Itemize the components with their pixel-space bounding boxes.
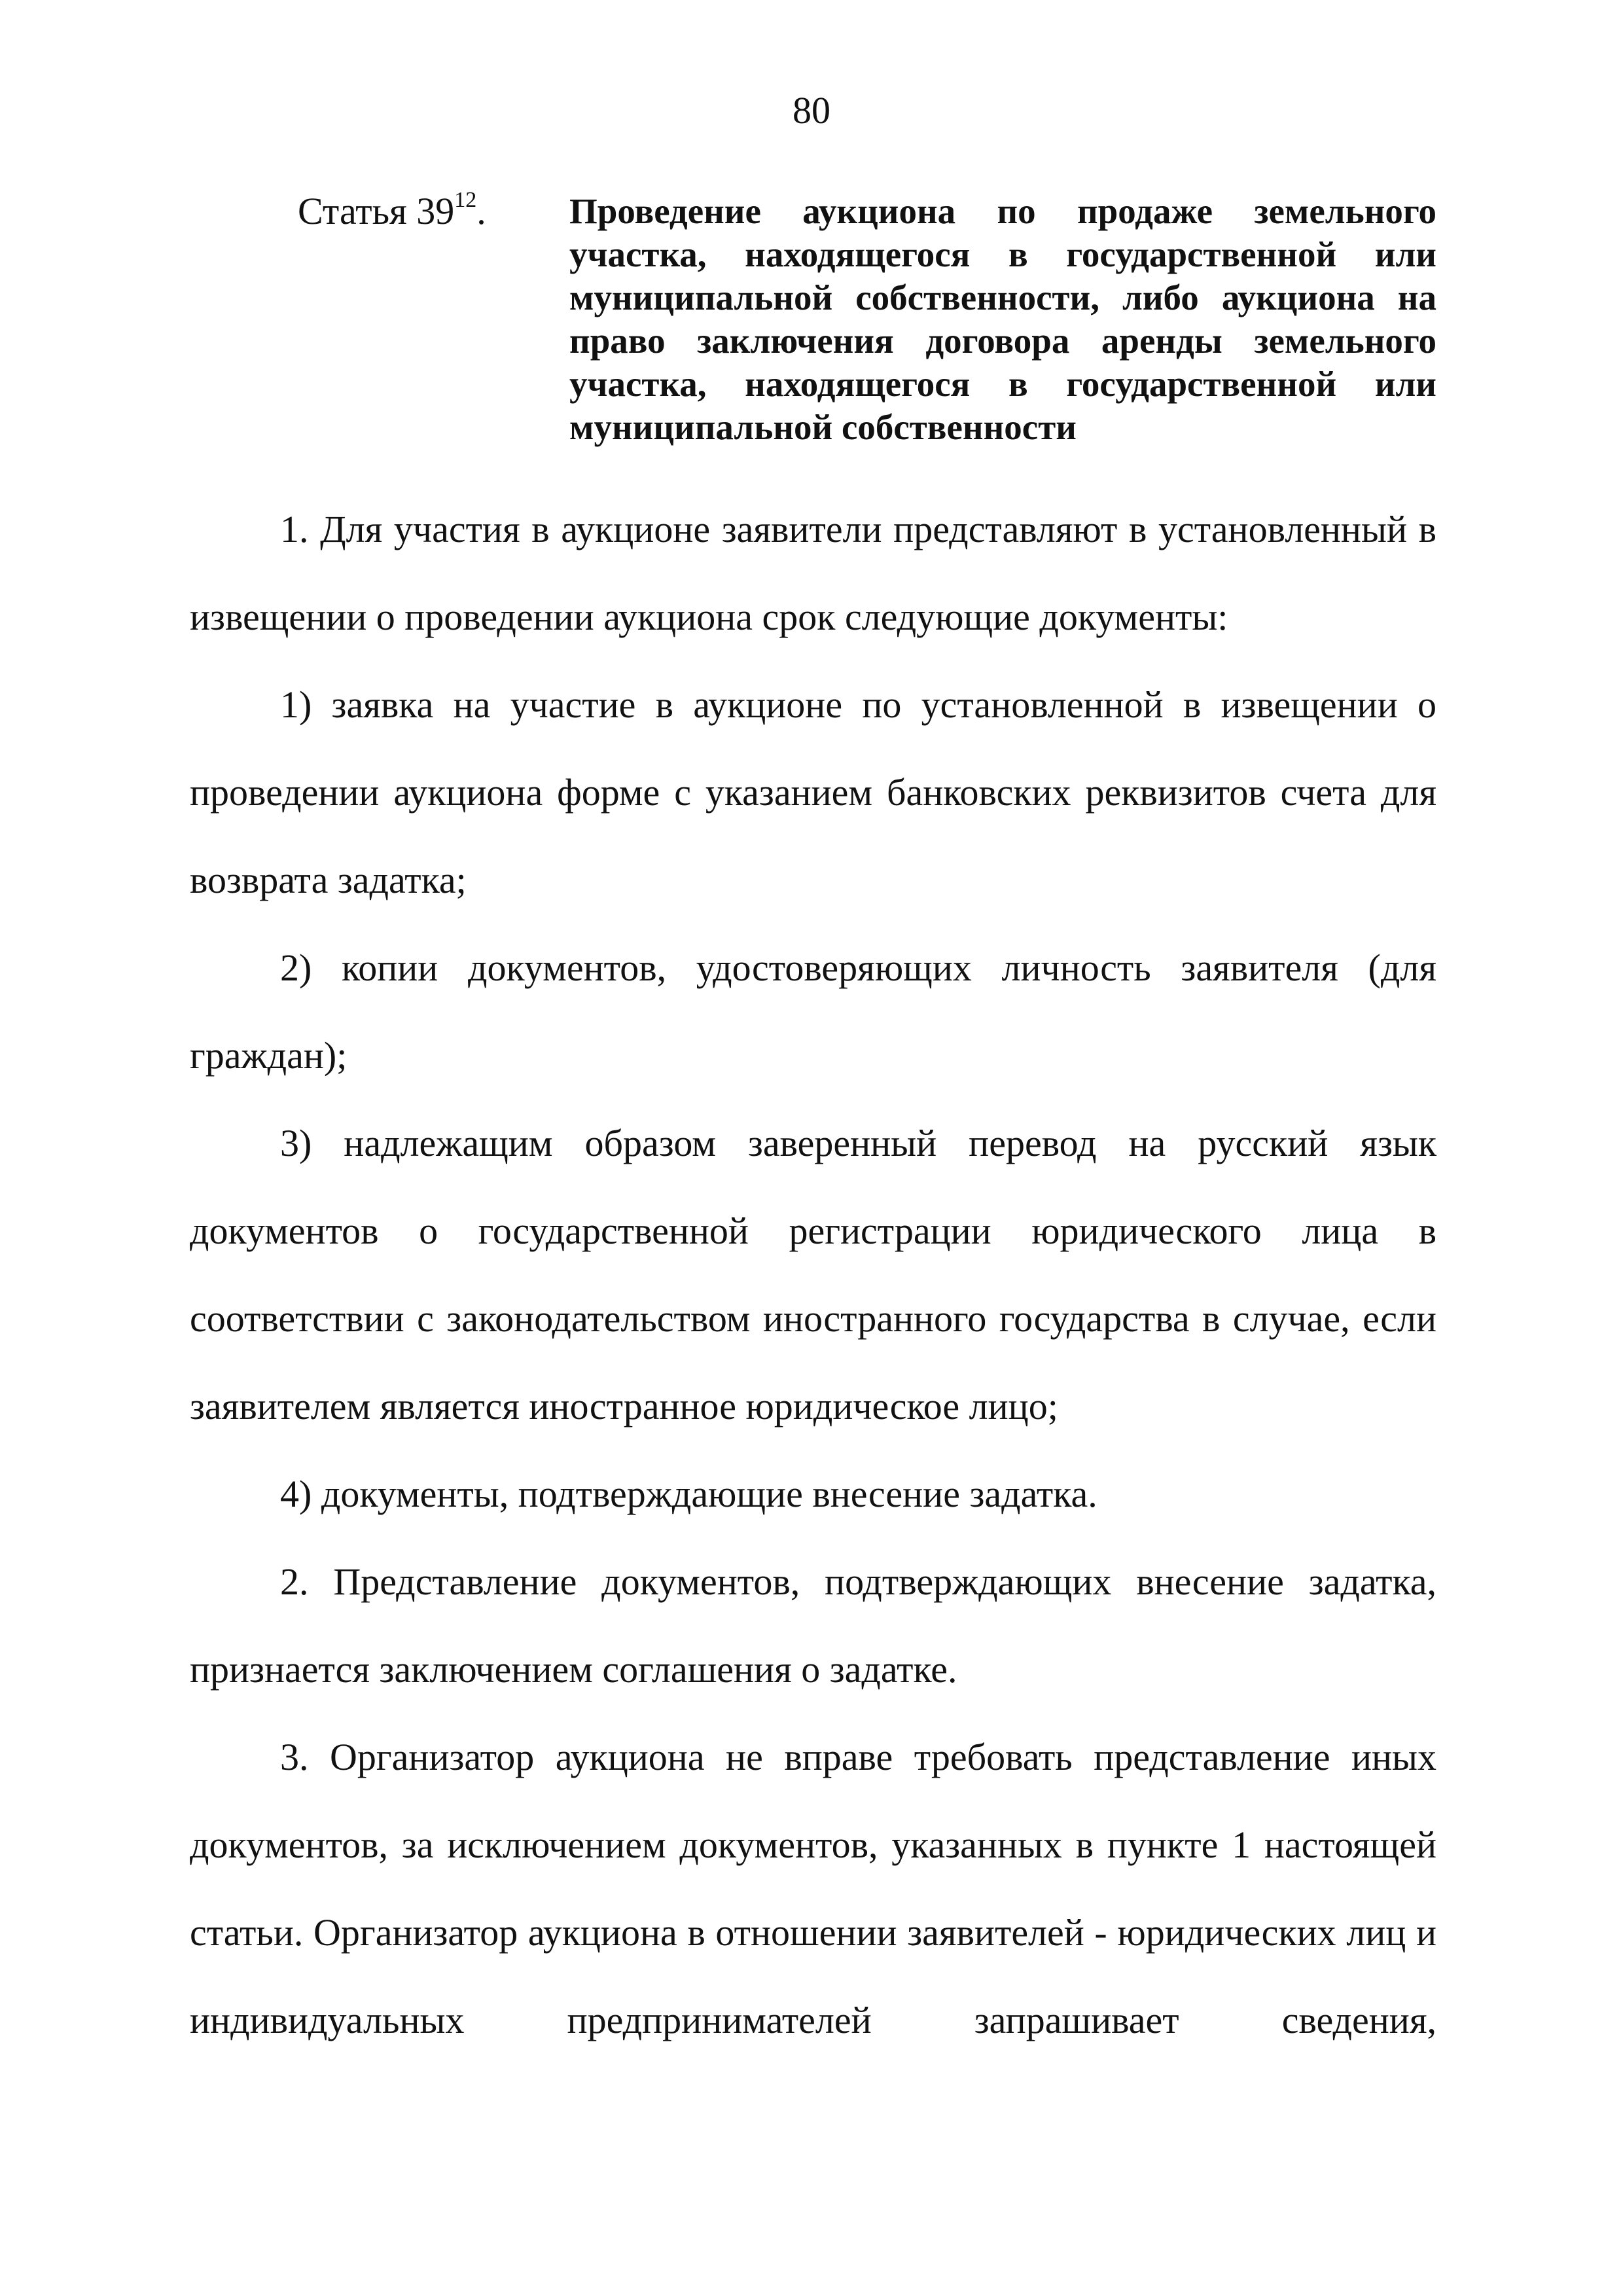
paragraph: 3. Организатор аукциона не вправе требовать представление иных документов, за исключением документов, указанных в пункте 1 настоящей статьи. Организатор аукциона в отношении заявителей - юридических лиц и индивидуальных предпринимателей запрашивает сведения, xyxy=(190,1736,1436,2041)
article-label xyxy=(298,190,486,233)
paragraph: 1) заявка на участие в аукционе по установленной в извещении о проведении аукциона форме с указанием банковских реквизитов счета для возврата задатка; xyxy=(190,683,1436,901)
paragraph: 1. Для участия в аукционе заявители представляют в установленный в извещении о проведении аукциона срок следующие документы: xyxy=(190,508,1436,638)
paragraph: 3) надлежащим образом заверенный перевод на русский язык документов о государственной регистрации юридического лица в соответствии с законодательством иностранного государства в случае, если заявителем является иностранное юридическое лицо; xyxy=(190,1122,1436,1427)
paragraph: 2. Представление документов, подтверждающих внесение задатка, признается заключением соглашения о задатке. xyxy=(190,1560,1436,1691)
article-label-tail: . xyxy=(476,190,486,232)
article-label-text: Статья 39 xyxy=(298,190,455,232)
article-body xyxy=(190,486,1436,2064)
article-title: Проведение аукциона по продаже земельного участка, находящегося в государственной или муниципальной собственности, либо аукциона на право заключения договора аренды земельного участка, находящегося в государственной или муниципальной собственности xyxy=(569,191,1436,447)
paragraph: 4) документы, подтверждающие внесение задатка. xyxy=(280,1473,1097,1515)
paragraph: 2) копии документов, удостоверяющих личность заявителя (для граждан); xyxy=(190,946,1436,1077)
page-number: 80 xyxy=(793,89,830,132)
article-label-superscript: 12 xyxy=(454,188,477,212)
